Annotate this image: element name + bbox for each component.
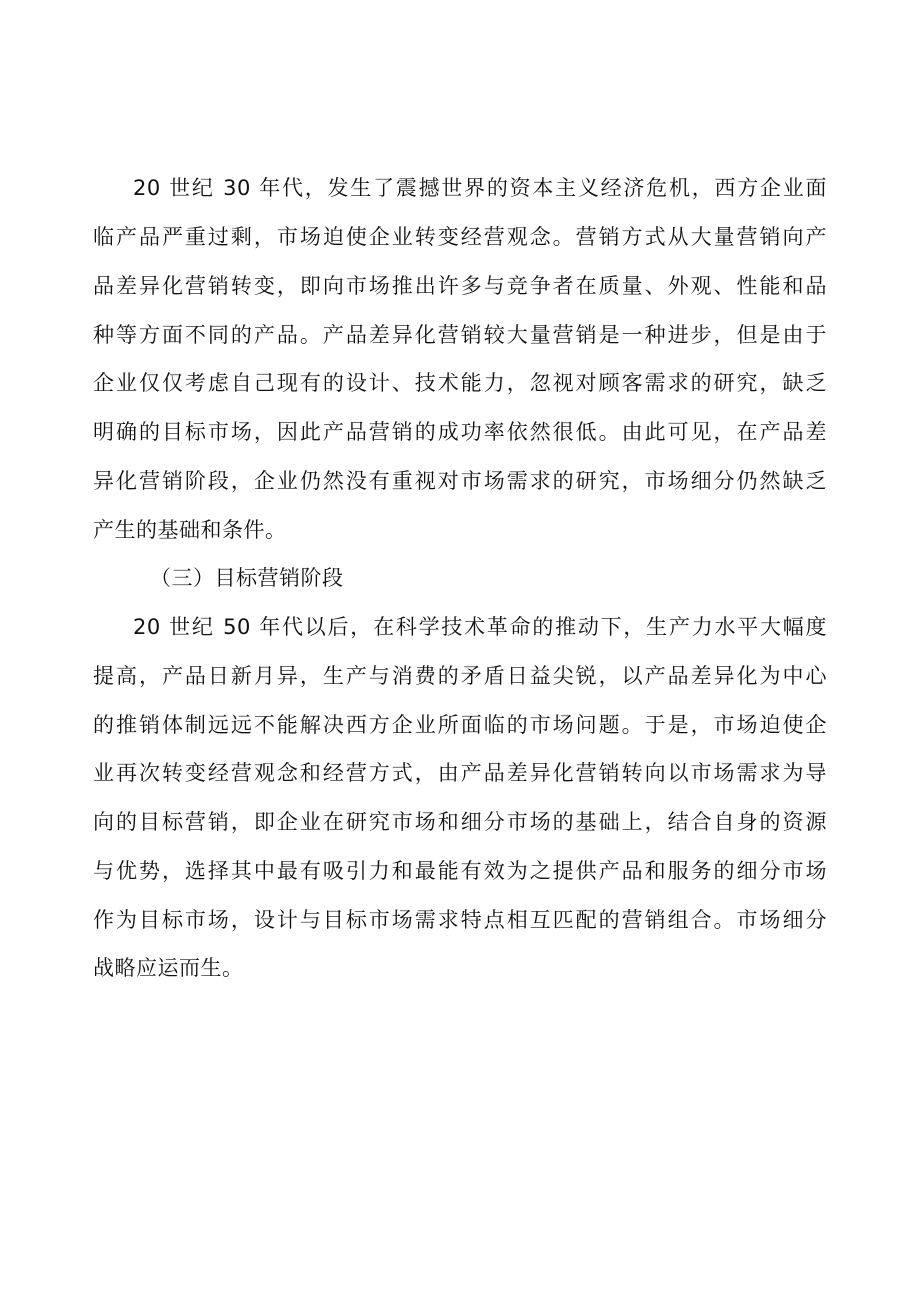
section-heading: （三）目标营销阶段: [150, 566, 344, 590]
paragraph-line: 种等方面不同的产品。产品差异化营销较大量营销是一种进步，但是由于: [93, 323, 827, 347]
paragraph-line: 异化营销阶段，企业仍然没有重视对市场需求的研究，市场细分仍然缺乏: [93, 469, 827, 493]
paragraph-line: 产生的基础和条件。: [93, 518, 287, 542]
paragraph-line: 与优势，选择其中最有吸引力和最能有效为之提供产品和服务的细分市场: [93, 859, 827, 883]
paragraph-line: 向的目标营销，即企业在研究市场和细分市场的基础上，结合自身的资源: [93, 810, 827, 834]
paragraph-line: 的推销体制远远不能解决西方企业所面临的市场问题。于是，市场迫使企: [93, 713, 827, 737]
paragraph-line: 临产品严重过剩，市场迫使企业转变经营观念。营销方式从大量营销向产: [93, 225, 827, 249]
paragraph-line: 品差异化营销转变，即向市场推出许多与竞争者在质量、外观、性能和品: [93, 274, 827, 298]
paragraph-line: 明确的目标市场，因此产品营销的成功率依然很低。由此可见，在产品差: [93, 420, 827, 444]
paragraph-line: 业再次转变经营观念和经营方式，由产品差异化营销转向以市场需求为导: [93, 761, 827, 785]
paragraph-line: 企业仅仅考虑自己现有的设计、技术能力，忽视对顾客需求的研究，缺乏: [93, 371, 827, 395]
paragraph-line: 作为目标市场，设计与目标市场需求特点相互匹配的营销组合。市场细分: [93, 908, 827, 932]
paragraph-line: 提高，产品日新月异，生产与消费的矛盾日益尖锐，以产品差异化为中心: [93, 664, 827, 688]
paragraph-line: 战略应运而生。: [93, 956, 244, 980]
paragraph-line: 20 世纪 50 年代以后，在科学技术革命的推动下，生产力水平大幅度: [133, 615, 827, 639]
paragraph-line: 20 世纪 30 年代，发生了震撼世界的资本主义经济危机，西方企业面: [133, 176, 827, 200]
